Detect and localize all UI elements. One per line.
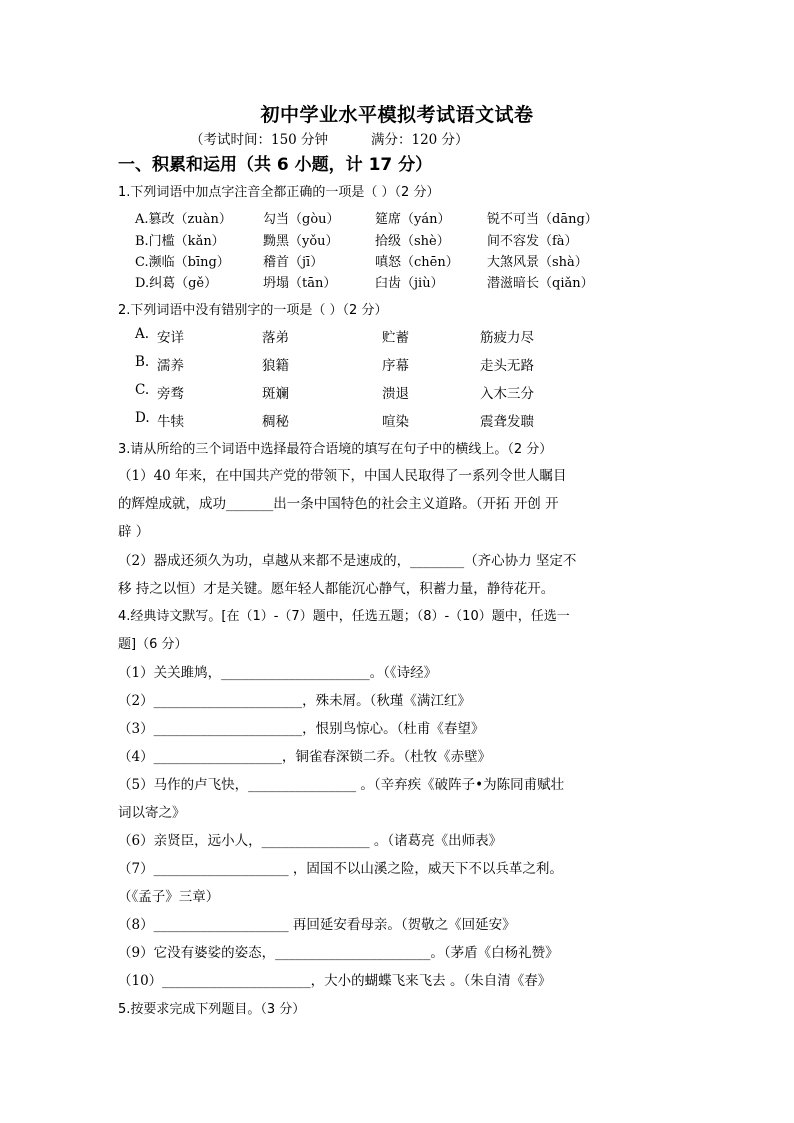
- q2-word: 序幕: [382, 358, 409, 374]
- q1-cell: 黝黑（yǒu）: [263, 234, 339, 249]
- q4-item: （6）亲贤臣，远小人，________________ 。（诸葛亮《出师表》: [118, 833, 503, 849]
- q2-letter: D.: [135, 410, 150, 426]
- q1-cell: 间不容发（fà）: [487, 234, 578, 249]
- q1-cell: 拾级（shè）: [375, 234, 450, 249]
- q4-item: （1）关关雎鸠，______________________。（《诗经》: [118, 665, 438, 681]
- q2-word: 濡养: [157, 358, 184, 374]
- q2-word: 走头无路: [480, 358, 534, 374]
- question-4-stem-cont: 题]（6 分）: [118, 637, 188, 652]
- q2-letter: A.: [135, 326, 150, 342]
- q1-cell: 大煞风景（shà）: [487, 255, 588, 270]
- q1-cell: B.门槛（kǎn）: [135, 234, 225, 249]
- q1-cell: D.纠葛（gě）: [135, 276, 218, 291]
- q4-item: （5）马作的卢飞快，________________ 。（辛弃疾《破阵子•为陈同甫赋壮: [118, 777, 565, 793]
- q3-line: 移 持之以恒）才是关键。愿年轻人都能沉心静气，积蓄力量，静待花开。: [118, 581, 555, 597]
- q1-cell: A.篡改（zuàn）: [135, 212, 232, 227]
- exam-time: （考试时间：150 分钟: [190, 132, 329, 148]
- q4-item: （9）它没有婆娑的姿态，_______________________。（茅盾《白杨礼赞》: [118, 945, 559, 961]
- q4-item: （2）______________________，殊未屑。（秋瑾《满江红》: [118, 693, 471, 709]
- exam-subtitle: [190, 128, 469, 148]
- q2-word: 溃退: [382, 386, 409, 402]
- q4-item: （3）______________________，恨别鸟惊心。（杜甫《春望》: [118, 721, 485, 737]
- q2-word: 牛犊: [157, 414, 184, 430]
- q4-item: （7）____________________ ，固国不以山溪之险，威天下不以兵革之利。: [118, 861, 563, 877]
- q2-word: 筋疲力尽: [480, 330, 534, 346]
- q2-word: 斑斓: [262, 386, 289, 402]
- q2-word: 稠秘: [262, 414, 289, 430]
- q2-word: 落弟: [262, 330, 289, 346]
- q4-item: （8）____________________ 再回延安看母亲。（贺敬之《回延安》: [118, 917, 516, 933]
- q1-cell: 潜滋暗长（qiǎn）: [487, 276, 594, 291]
- question-2-stem: 2.下列词语中没有错别字的一项是（ ）（2 分）: [118, 303, 388, 318]
- exam-score: 满分：120 分）: [370, 132, 469, 148]
- q2-word: 贮蓄: [382, 330, 409, 346]
- q4-item: （4）___________________，铜雀春深锁二乔。（杜牧《赤壁》: [118, 749, 492, 765]
- q1-cell: 臼齿（jiù）: [375, 276, 444, 291]
- q2-word: 旁骛: [157, 386, 184, 402]
- question-4-stem: 4.经典诗文默写。[在（1）-（7）题中，任选五题；（8）-（10）题中，任选一: [118, 609, 570, 624]
- q1-cell: 坍塌（tān）: [263, 276, 337, 291]
- q4-item: （10）______________________，大小的蝴蝶飞来飞去 。（朱自清《春》: [118, 973, 552, 989]
- q2-word: 安详: [157, 330, 184, 346]
- exam-title: 初中学业水平模拟考试语文试卷: [260, 104, 534, 126]
- q2-letter: B.: [135, 354, 150, 370]
- q4-item: （《孟子》三章）: [118, 889, 220, 905]
- question-3-stem: 3.请从所给的三个词语中选择最符合语境的填写在句子中的横线上。（2 分）: [118, 442, 553, 457]
- q2-word: 喧染: [382, 414, 409, 430]
- q2-word: 入木三分: [480, 386, 534, 402]
- q2-word: 震聋发聩: [480, 414, 534, 430]
- q3-line: （1）40 年来，在中国共产党的带领下，中国人民取得了一系列令世人瞩目: [118, 468, 567, 484]
- q1-cell: 勾当（gòu）: [263, 212, 340, 227]
- q1-cell: 嗔怒（chēn）: [375, 255, 459, 270]
- q3-line: （2）器成还须久为功，卓越从来都不是速成的，________（齐心协力 坚定不: [118, 553, 577, 569]
- question-1-stem: 1.下列词语中加点字注音全都正确的一项是（ ）（2 分）: [118, 185, 440, 200]
- q1-cell: 筵席（yán）: [375, 212, 451, 227]
- question-5-stem: 5.按要求完成下列题目。（3 分）: [118, 1002, 306, 1017]
- q2-letter: C.: [135, 382, 150, 398]
- q1-cell: 锐不可当（dāng）: [487, 212, 598, 227]
- section-heading: 一、积累和运用（共 6 小题，计 17 分）: [118, 155, 433, 175]
- q4-item: 词以寄之》: [118, 805, 186, 821]
- q3-line: 的辉煌成就，成功_______出一条中国特色的社会主义道路。（开拓 开创 开: [118, 496, 559, 512]
- q1-cell: C.濒临（bīng）: [135, 255, 230, 270]
- q3-line: 辟 ）: [118, 524, 150, 540]
- q2-word: 狼籍: [262, 358, 289, 374]
- q1-cell: 稽首（jī）: [263, 255, 324, 270]
